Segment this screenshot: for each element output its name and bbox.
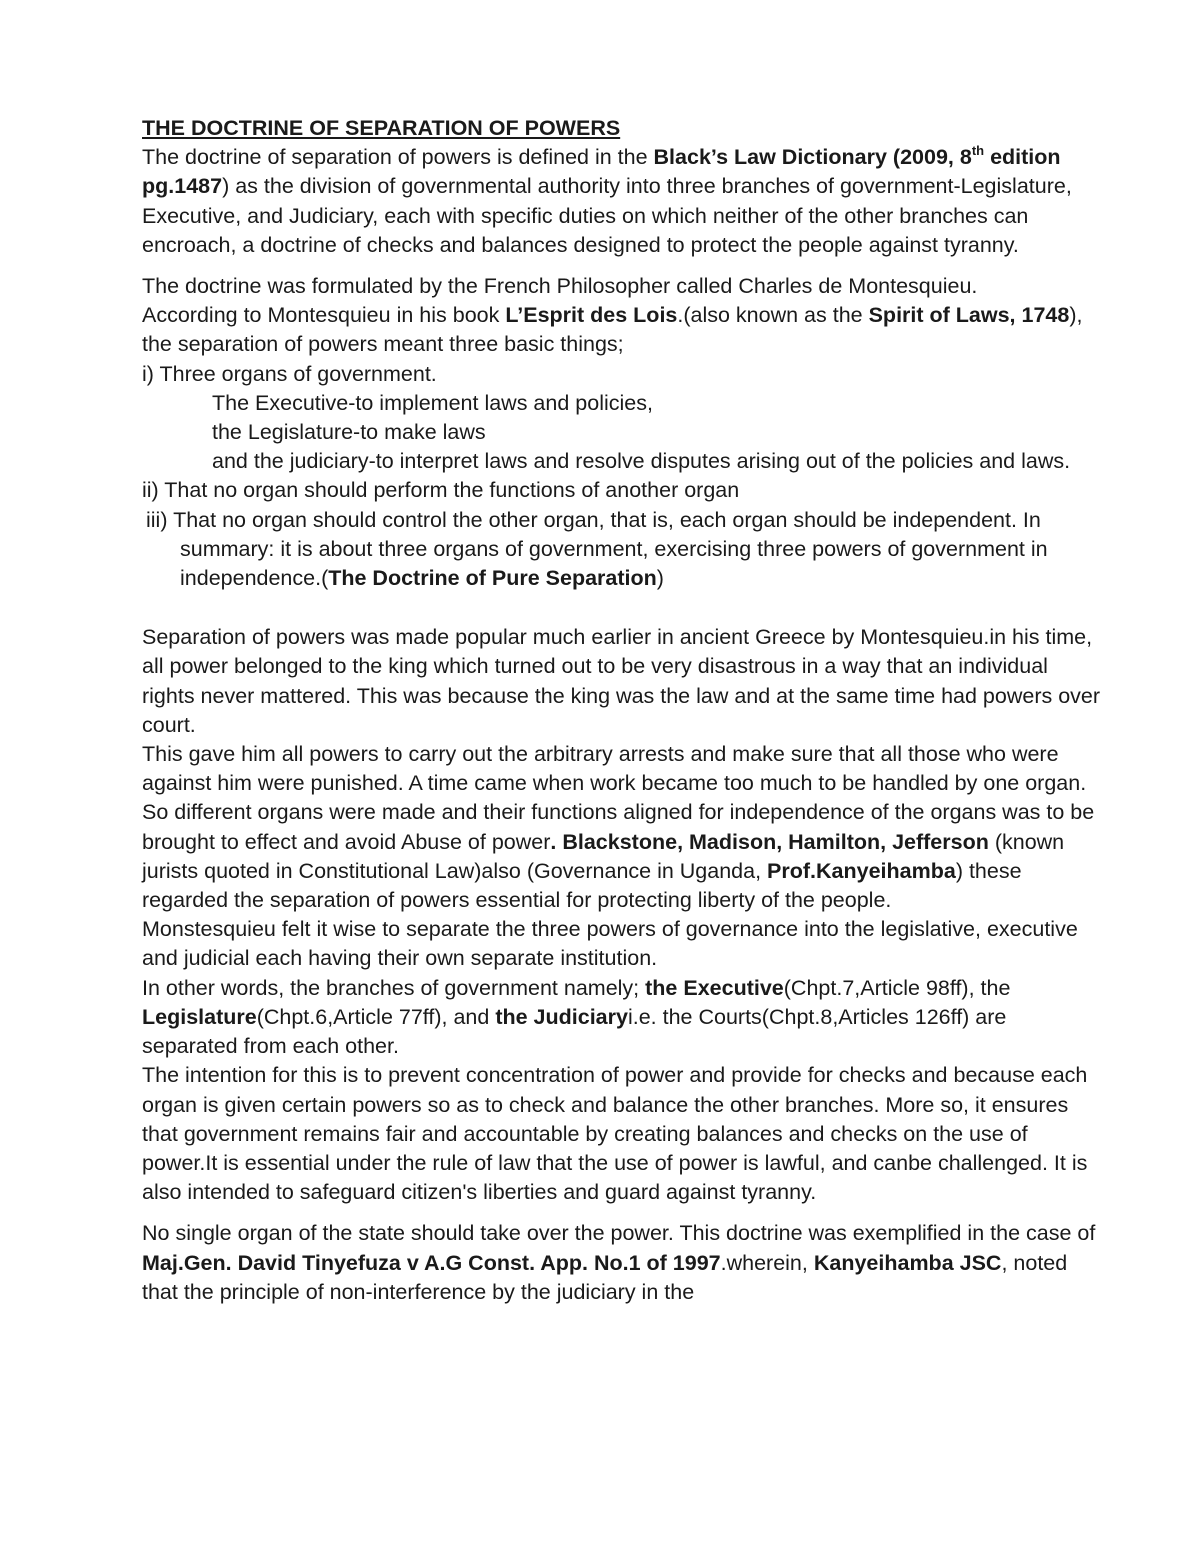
paragraph-intention: The intention for this is to prevent concentration of power and provide for checks and because each organ is given certain powers so as to check and balance the other branches. More so, it ensures that government remains fair and accountable by creating balances and checks on the use of power.It is essential under the rule of law that the use of power is lawful, and canbe challenged. It is also intended to safeguard citizen's liberties and guard against tyranny. [142,1063,1088,1205]
paragraph-montesquieu-line: The doctrine was formulated by the French Philosopher called Charles de Montesquieu. [142,274,978,299]
list-subitem-executive: The Executive-to implement laws and policies, [212,390,653,415]
bold-citation: Black’s Law Dictionary (2009, 8 [653,145,972,170]
text-span: No single organ of the state should take over the power. This doctrine was exemplified in the case of [142,1221,1096,1246]
bold-jurists: . Blackstone, Madison, Hamilton, Jefferson [550,829,989,854]
text-span: (Chpt.6,Article 77ff), and [256,1004,496,1029]
bold-book-english: Spirit of Laws, 1748 [868,303,1070,328]
paragraph-ancient-greece: Separation of powers was made popular much earlier in ancient Greece by Montesquieu.in his time, all power belonged to the king which turned out to be very disastrous in a way that an individual rights never mattered. This was because the king was the law and at the same time had powers over court. [142,625,1101,737]
list-item-iii [142,506,1102,594]
text-span: ) [656,566,664,591]
bold-kanyeihamba: Prof.Kanyeihamba [767,858,956,883]
text-span: The doctrine of separation of powers is defined in the [142,145,654,170]
paragraph-case [142,1219,1102,1307]
text-span: ), the separation of powers meant three basic things; [142,303,1083,357]
text-span: ) these regarded the separation of powers essential for protecting liberty of the people. [142,858,1022,913]
paragraph-branches [142,974,1102,1062]
list-item-i: i) Three organs of government. [142,361,437,386]
text-span: .(also known as the [677,303,869,328]
text-span: In other words, the branches of government namely; [142,975,646,1000]
text-span: i.e. the Courts(Chpt.8,Articles 126ff) are separated from each other. [142,1004,1007,1059]
paragraph-montesquieu [142,301,1102,359]
bold-executive: the Executive [645,975,784,1000]
text-span: (known jurists quoted in Constitutional Law)also (Governance in Uganda, [142,829,1065,883]
bold-pure-separation: The Doctrine of Pure Separation [328,566,657,591]
paragraph-three-powers: Monstesquieu felt it wise to separate the three powers of governance into the legislative, executive and judicial each having their own separate institution. [142,917,1078,971]
paragraph-arbitrary-arrests [142,740,1102,915]
text-span: iii) That no organ should control the other organ, that is, each organ should be independent. In summary: it is about three organs of government, exercising three powers of government in independence.( [146,507,1048,591]
document-title: THE DOCTRINE OF SEPARATION OF POWERS [142,116,621,140]
text-span: According to Montesquieu in his book [142,303,506,328]
text-span: This gave him all powers to carry out the arbitrary arrests and make sure that all those who were against him were punished. A time came when work became too much to be handled by one organ. So different organs were made and their functions aligned for independence of the organs was to be brought to effect and avoid Abuse of power [142,742,1095,854]
text-span: (Chpt.7,Article 98ff), the [783,975,1011,1000]
superscript: th [971,143,985,159]
bold-citation-edition: edition pg.1487 [142,145,1061,199]
text-span: .wherein, [720,1250,814,1275]
list-subitem-judiciary: and the judiciary-to interpret laws and resolve disputes arising out of the policies and laws. [212,449,1071,474]
bold-case-citation: Maj.Gen. David Tinyefuza v A.G Const. App. No.1 of 1997 [142,1250,721,1275]
paragraph-definition [142,143,1102,260]
bold-legislature: Legislature [142,1004,257,1029]
text-span: , noted that the principle of non-interference by the judiciary in the [142,1250,1068,1304]
list-subitem-legislature: the Legislature-to make laws [212,420,486,445]
list-item-ii: ii) That no organ should perform the functions of another organ [142,478,740,503]
bold-judiciary: the Judiciary [495,1004,628,1029]
bold-book-title: L’Esprit des Lois [505,303,678,328]
bold-justice: Kanyeihamba JSC [813,1250,1002,1275]
document-body [142,114,1102,1307]
text-span: ) as the division of governmental authority into three branches of government-Legislature, Executive, and Judiciary, each with specific duties on which neither of the other branches can encroach, a doctrine of checks and balances designed to protect the people against tyranny. [142,174,1072,257]
